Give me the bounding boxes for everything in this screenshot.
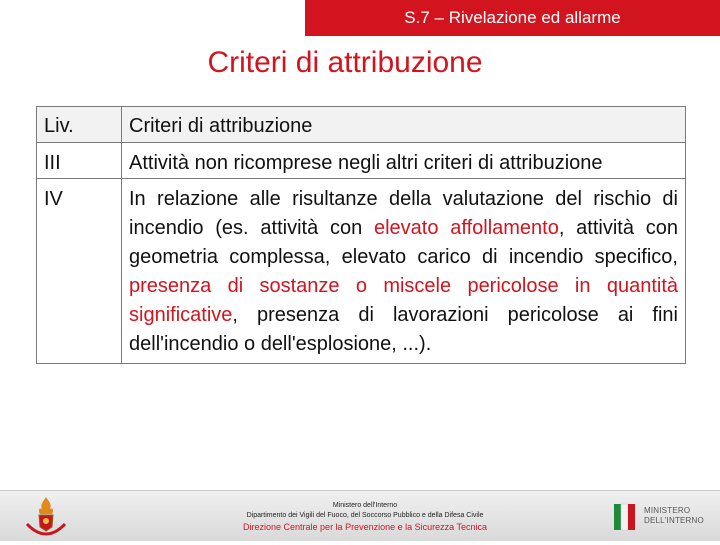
column-header-criteria: Criteri di attribuzione xyxy=(122,107,686,143)
criteria-text: , attività con geometria complessa, elevato carico di incendio specifico, xyxy=(129,217,678,268)
footer-directorate: Direzione Centrale per la Prevenzione e la Sicurezza Tecnica xyxy=(243,522,487,532)
table-row xyxy=(37,179,686,364)
ministry-logo-line: MINISTERO xyxy=(644,506,691,515)
highlighted-text: elevato affollamento xyxy=(373,217,559,239)
ministero-interno-logo-icon xyxy=(612,502,718,532)
column-header-level: Liv. xyxy=(37,107,122,143)
highlighted-text: presenza di sostanze o miscele pericolose in quantità significative xyxy=(129,275,678,326)
footer-bar xyxy=(0,490,720,541)
ministry-logo-line: DELL'INTERNO xyxy=(644,516,704,525)
criteria-text: In relazione alle risultanze della valutazione del rischio di incendio (es. attività con xyxy=(129,188,678,239)
section-header-bar xyxy=(305,0,720,36)
footer-text xyxy=(200,501,530,533)
vigili-del-fuoco-emblem-icon xyxy=(22,494,70,540)
criteria-table xyxy=(36,106,686,364)
slide-title: Criteri di attribuzione xyxy=(207,46,483,79)
table-header-row xyxy=(37,107,686,143)
table-row xyxy=(37,143,686,179)
footer-department: Dipartimento dei Vigili del Fuoco, del Soccorso Pubblico e della Difesa Civile xyxy=(246,512,484,519)
row-criteria xyxy=(122,179,686,364)
row-level: III xyxy=(37,143,122,179)
row-level: IV xyxy=(37,179,122,364)
footer-ministry: Ministero dell'Interno xyxy=(332,502,398,509)
section-title: S.7 – Rivelazione ed allarme xyxy=(404,8,621,27)
row-criteria: Attività non ricomprese negli altri criteri di attribuzione xyxy=(122,143,686,179)
ministry-logo-text xyxy=(644,506,704,526)
criteria-text: , presenza di lavorazioni pericolose ai fini dell'incendio o dell'esplosione, ...). xyxy=(129,304,678,355)
